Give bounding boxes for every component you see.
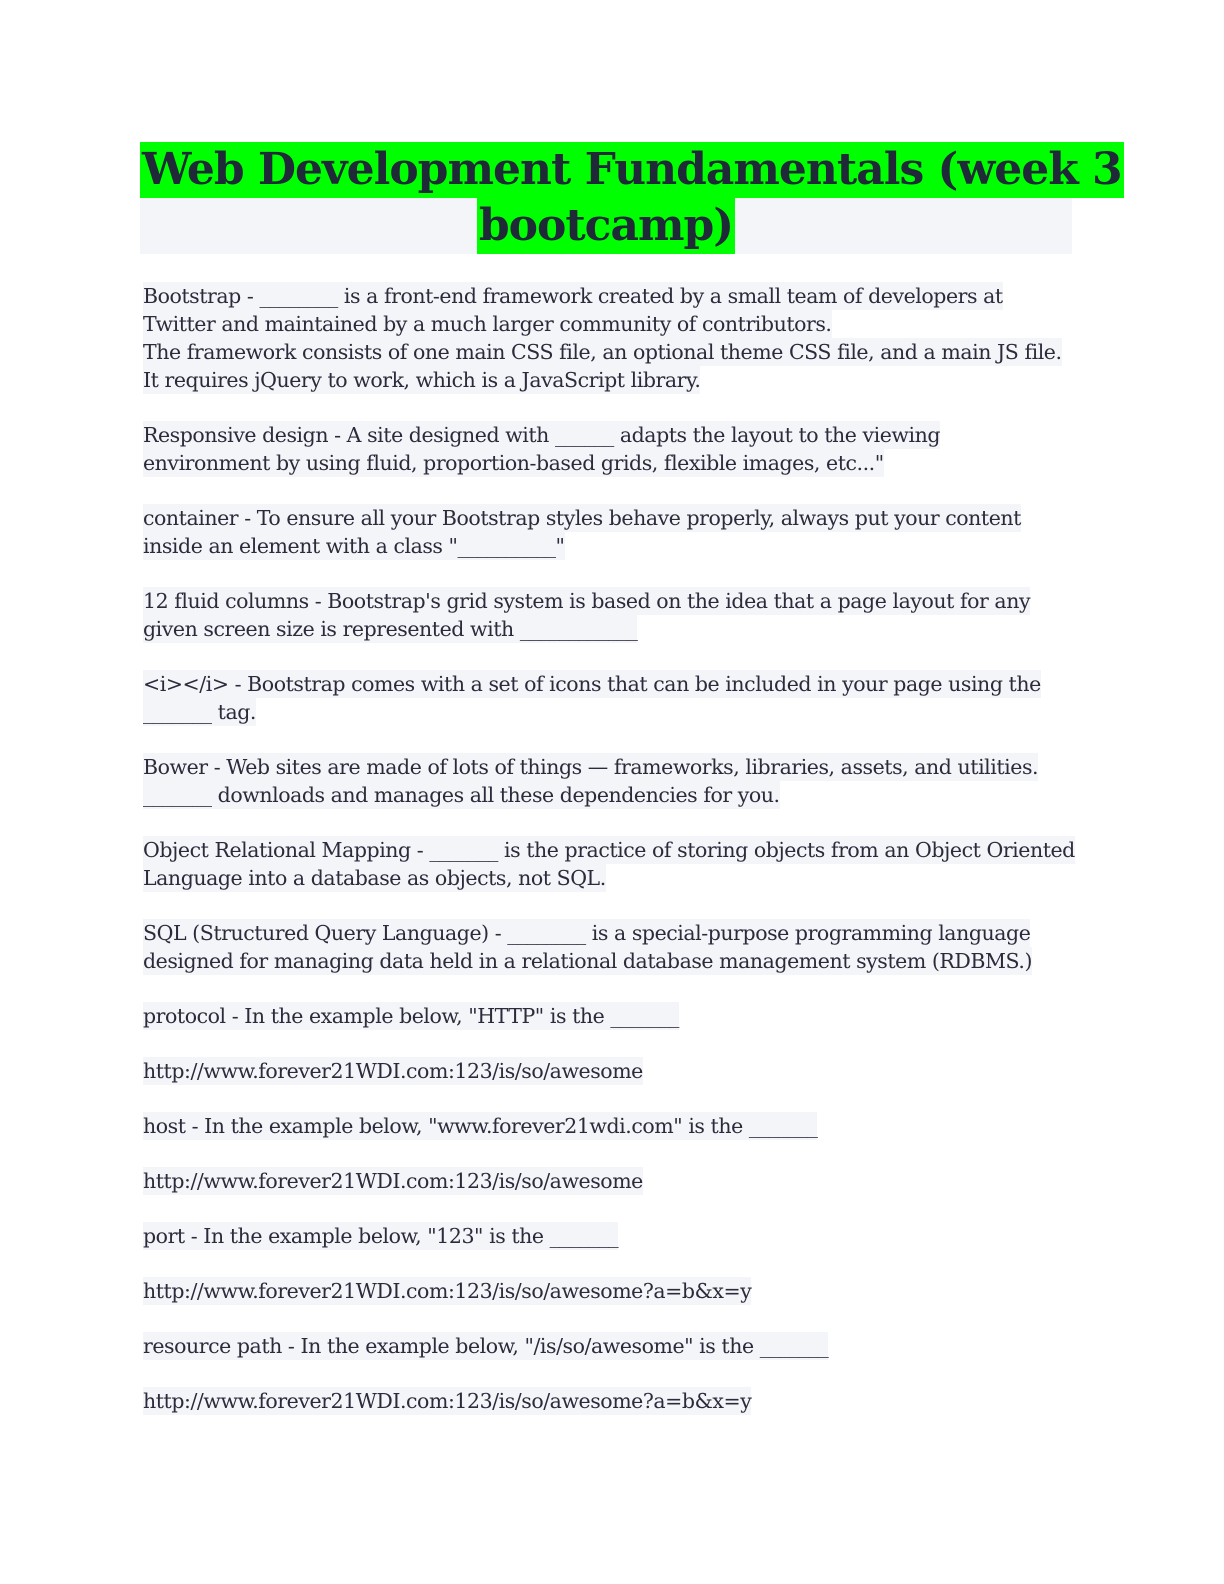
entry-text-line: _______ tag.: [143, 700, 256, 724]
flashcard-entry: [143, 1167, 1083, 1195]
entry-text-line: 12 fluid columns - Bootstrap's grid system is based on the idea that a page layout for any: [143, 589, 1031, 613]
entry-text-line: <i></i> - Bootstrap comes with a set of icons that can be included in your page using the: [143, 672, 1041, 696]
flashcard-list: [143, 282, 1083, 1442]
flashcard-entry: [143, 1222, 1083, 1250]
entry-text-line: designed for managing data held in a relational database management system (RDBMS.): [143, 949, 1033, 973]
entry-text-line: port - In the example below, "123" is the _______: [143, 1224, 619, 1248]
entry-text-line: container - To ensure all your Bootstrap styles behave properly, always put your content: [143, 506, 1021, 530]
flashcard-entry: [143, 1277, 1083, 1305]
entry-text-line: Twitter and maintained by a much larger community of contributors.: [143, 312, 832, 336]
entry-text-line: resource path - In the example below, "/is/so/awesome" is the _______: [143, 1334, 829, 1358]
page-title-line-2: bootcamp): [477, 198, 735, 254]
flashcard-entry: [143, 421, 1083, 477]
flashcard-entry: [143, 919, 1083, 975]
entry-text-line: environment by using fluid, proportion-based grids, flexible images, etc...": [143, 451, 884, 475]
entry-text-line: Bootstrap - ________ is a front-end framework created by a small team of developers at: [143, 284, 1003, 308]
entry-text-line: protocol - In the example below, "HTTP" is the _______: [143, 1004, 679, 1028]
entry-text-line: http://www.forever21WDI.com:123/is/so/awesome: [143, 1169, 643, 1193]
entry-text-line: Bower - Web sites are made of lots of things — frameworks, libraries, assets, and utilities.: [143, 755, 1039, 779]
entry-text-line: Responsive design - A site designed with ______ adapts the layout to the viewing: [143, 423, 941, 447]
flashcard-entry: [143, 504, 1083, 560]
entry-text-line: Language into a database as objects, not SQL.: [143, 866, 606, 890]
entry-text-line: http://www.forever21WDI.com:123/is/so/awesome: [143, 1059, 643, 1083]
entry-text-line: Object Relational Mapping - _______ is the practice of storing objects from an Object Oriented: [143, 838, 1075, 862]
flashcard-entry: [143, 670, 1083, 726]
flashcard-entry: [143, 1332, 1083, 1360]
entry-text-line: It requires jQuery to work, which is a JavaScript library.: [143, 368, 701, 392]
entry-text-line: _______ downloads and manages all these dependencies for you.: [143, 783, 780, 807]
flashcard-entry: [143, 1112, 1083, 1140]
page-title-line-1: Web Development Fundamentals (week 3: [140, 142, 1124, 198]
title-block: [140, 142, 1122, 254]
flashcard-entry: [143, 1002, 1083, 1030]
entry-text-line: The framework consists of one main CSS file, an optional theme CSS file, and a main JS file.: [143, 340, 1062, 364]
entry-text-line: host - In the example below, "www.forever21wdi.com" is the _______: [143, 1114, 818, 1138]
flashcard-entry: [143, 836, 1083, 892]
flashcard-entry: [143, 282, 1083, 394]
entry-text-line: inside an element with a class "__________": [143, 534, 565, 558]
entry-text-line: http://www.forever21WDI.com:123/is/so/awesome?a=b&x=y: [143, 1279, 752, 1303]
entry-text-line: http://www.forever21WDI.com:123/is/so/awesome?a=b&x=y: [143, 1389, 752, 1413]
flashcard-entry: [143, 1387, 1083, 1415]
entry-text-line: SQL (Structured Query Language) - ________ is a special-purpose programming language: [143, 921, 1031, 945]
flashcard-entry: [143, 1057, 1083, 1085]
entry-text-line: given screen size is represented with ____________: [143, 617, 638, 641]
flashcard-entry: [143, 587, 1083, 643]
flashcard-entry: [143, 753, 1083, 809]
